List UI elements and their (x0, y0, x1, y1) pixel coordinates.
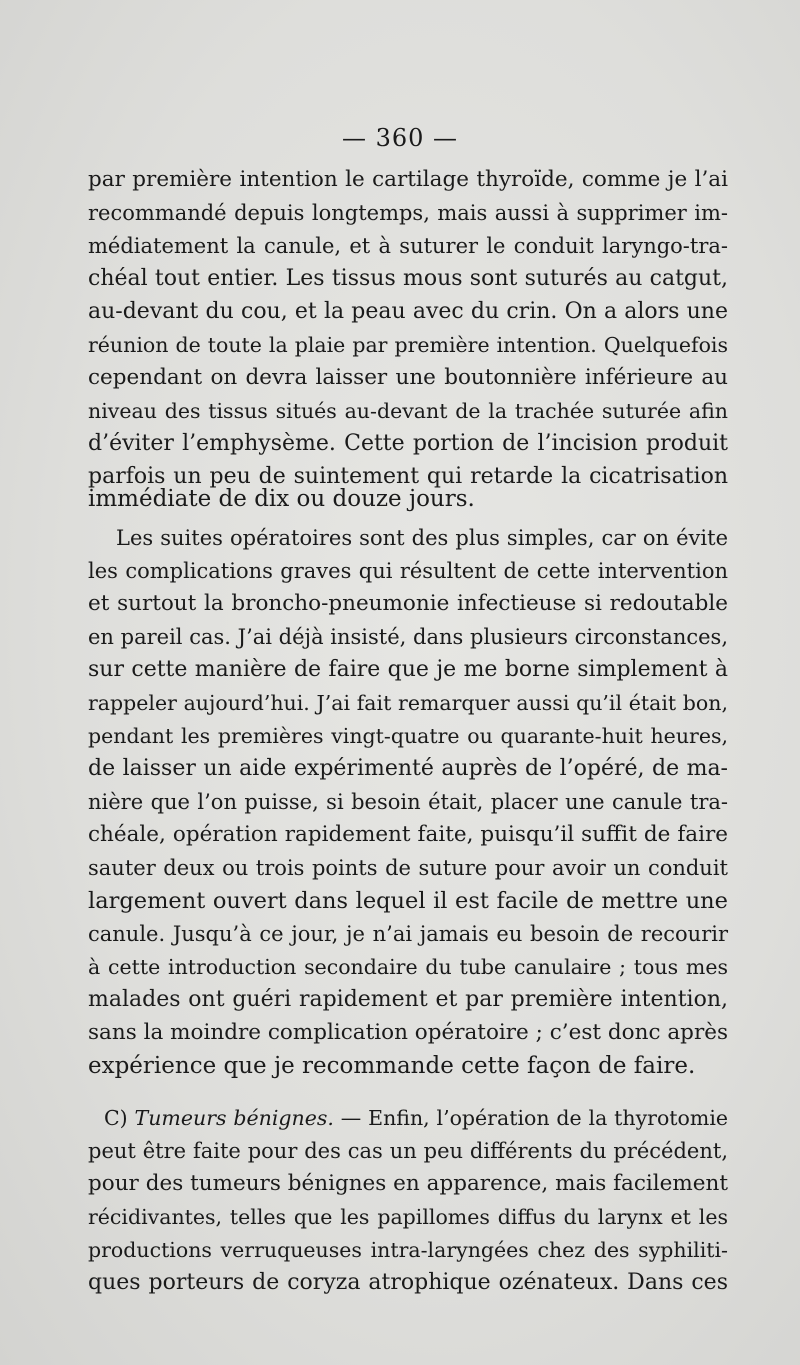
text-line: largement ouvert dans lequel il est facile de mettre une (88, 888, 728, 914)
text-line: peut être faite pour des cas un peu différents du précédent, (88, 1139, 728, 1163)
text-line: niveau des tissus situés au-devant de la trachée suturée afin (88, 399, 728, 423)
text-line: de laisser un aide expérimenté auprès de l’opéré, de ma- (88, 756, 728, 781)
text-line: les complications graves qui résultent de cette intervention (88, 559, 728, 583)
text-line: recommandé depuis longtemps, mais aussi à supprimer im- (88, 201, 728, 225)
text-line: parfois un peu de suintement qui retarde la cicatrisation (88, 464, 728, 489)
text-line: et surtout la broncho-pneumonie infectieuse si redoutable (88, 591, 728, 616)
text-line: à cette introduction secondaire du tube canulaire ; tous mes (88, 955, 728, 979)
text-line: d’éviter l’emphysème. Cette portion de l’incision produit (88, 431, 728, 456)
text-line: cependant on devra laisser une boutonnière inférieure au (88, 365, 728, 390)
text-line: réunion de toute la plaie par première intention. Quelquefois (88, 333, 728, 357)
section-c-title: Tumeurs bénignes. (134, 1106, 334, 1130)
text-line: productions verruqueuses intra-laryngées chez des syphiliti- (88, 1238, 728, 1262)
text-line: nière que l’on puisse, si besoin était, placer une canule tra- (88, 790, 728, 814)
text-line: pendant les premières vingt-quatre ou quarante-huit heures, (88, 724, 728, 748)
text-line: chéale, opération rapidement faite, puisqu’il suffit de faire (88, 822, 728, 847)
text-line: en pareil cas. J’ai déjà insisté, dans plusieurs circonstances, (88, 625, 728, 649)
section-c-heading-line (104, 1101, 728, 1135)
text-line: sans la moindre complication opératoire ; c’est donc après (88, 1020, 728, 1045)
text-line: pour des tumeurs bénignes en apparence, mais facilement (88, 1171, 728, 1196)
text-line: sauter deux ou trois points de suture pour avoir un conduit (88, 856, 728, 880)
text-line: par première intention le cartilage thyroïde, comme je l’ai (88, 167, 728, 192)
text-line: rappeler aujourd’hui. J’ai fait remarquer aussi qu’il était bon, (88, 691, 728, 715)
text-line: chéal tout entier. Les tissus mous sont suturés au catgut, (88, 266, 728, 291)
section-c-first-line: — Enfin, l’opération de la thyrotomie (333, 1106, 729, 1130)
text-line: malades ont guéri rapidement et par première intention, (88, 987, 728, 1012)
text-line: médiatement la canule, et à suturer le conduit laryngo-tra- (88, 234, 728, 258)
text-line: immédiate de dix ou douze jours. (88, 486, 475, 512)
text-line: sur cette manière de faire que je me borne simplement à (88, 657, 728, 682)
section-c-prefix: C) (104, 1106, 135, 1130)
page-number: — 360 — (341, 124, 459, 152)
text-line: récidivantes, telles que les papillomes diffus du larynx et les (88, 1205, 728, 1229)
text-line: Les suites opératoires sont des plus simples, car on évite (116, 526, 728, 550)
text-line: au-devant du cou, et la peau avec du crin. On a alors une (88, 299, 728, 324)
text-line: ques porteurs de coryza atrophique ozénateux. Dans ces (88, 1270, 728, 1295)
text-line: canule. Jusqu’à ce jour, je n’ai jamais eu besoin de recourir (88, 922, 728, 946)
text-line: expérience que je recommande cette façon de faire. (88, 1053, 696, 1079)
